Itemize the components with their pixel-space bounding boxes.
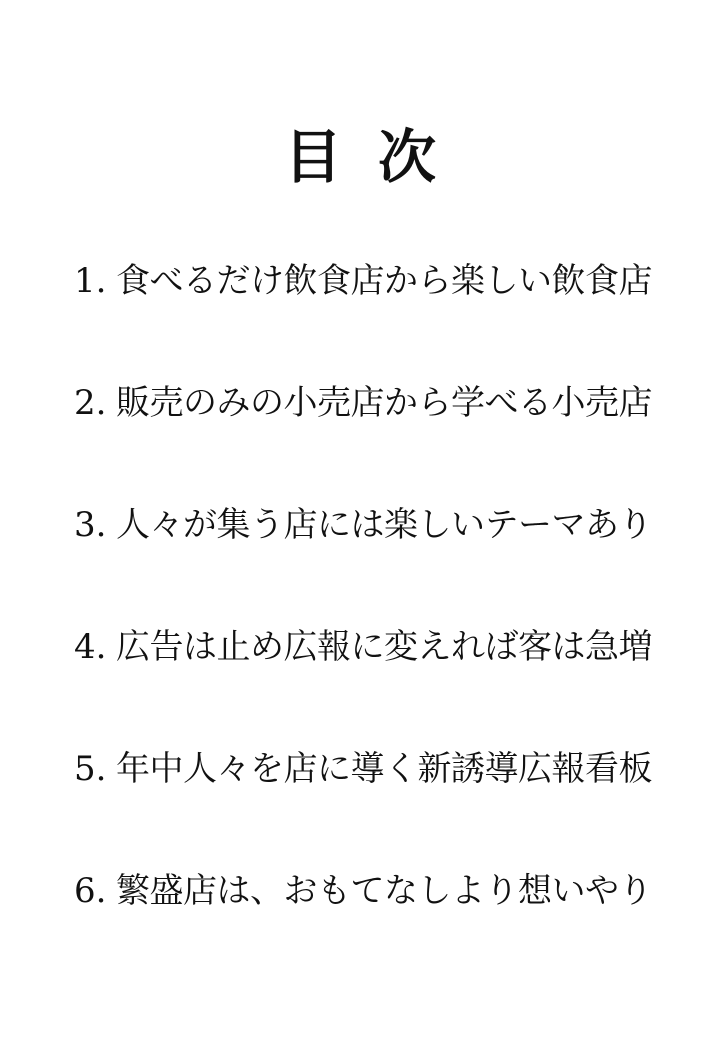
toc-item-5 [74,750,694,872]
toc-item-text: 販売のみの小売店から学べる小売店 [116,383,652,423]
toc-item-text: 食べるだけ飲食店から楽しい飲食店 [116,261,652,301]
toc-item-text: 人々が集う店には楽しいテーマあり [116,505,652,545]
table-of-contents [74,262,694,994]
toc-item-text: 年中人々を店に導く新誘導広報看板 [116,749,652,789]
toc-item-4 [74,628,694,750]
toc-item-2 [74,384,694,506]
toc-item-text: 繁盛店は、おもてなしより想いやり [116,871,652,911]
toc-item-number: 4. [74,627,107,667]
page-title: 目次 [283,123,472,191]
toc-item-text: 広告は止め広報に変えれば客は急増 [116,627,652,667]
toc-item-3 [74,506,694,628]
toc-item-number: 5. [74,749,107,789]
toc-item-number: 1. [74,261,107,301]
toc-item-number: 6. [74,871,107,911]
toc-item-number: 2. [74,383,107,423]
toc-item-6 [74,872,694,994]
toc-item-1 [74,262,694,384]
toc-item-number: 3. [74,505,107,545]
